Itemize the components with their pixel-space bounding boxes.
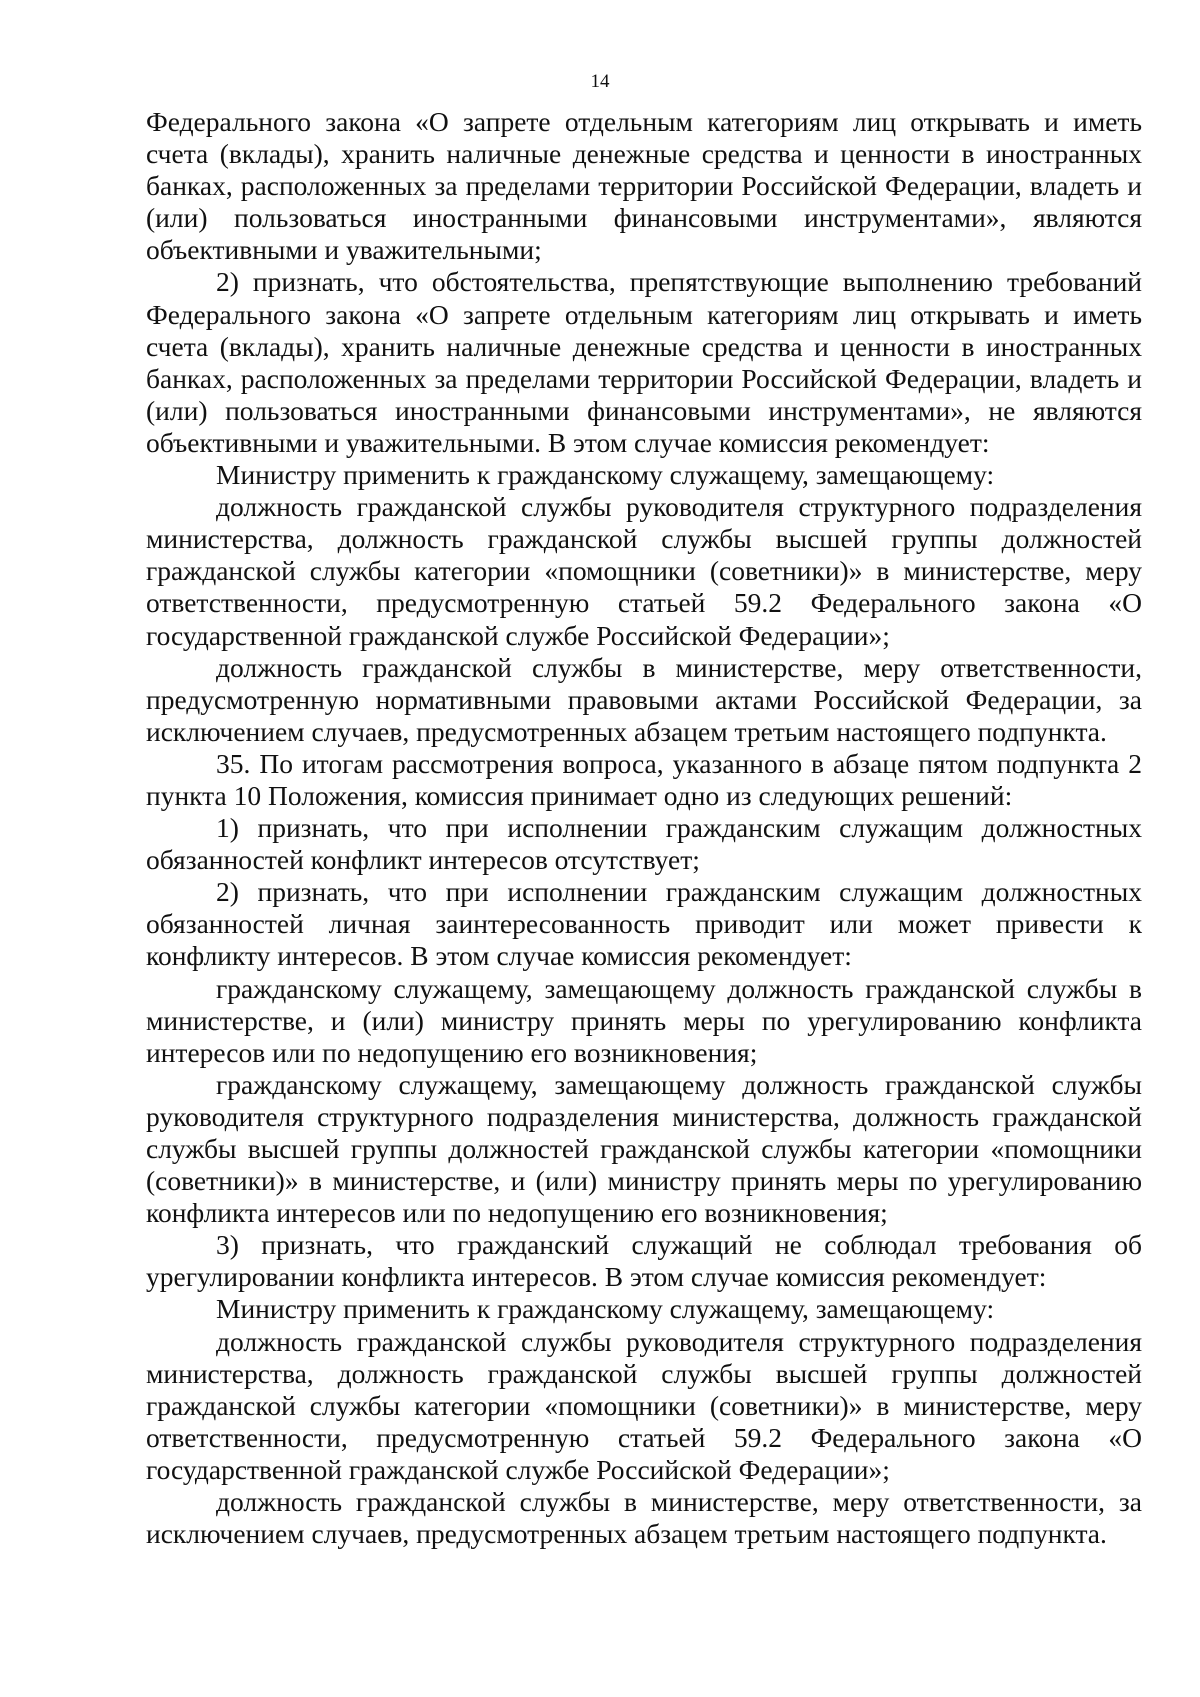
paragraph-position-ministry: должность гражданской службы в министерстве, меру ответственности, предусмотренную нормативными правовыми актами Российской Федерации, за исключением случаев, предусмотренных абзацем третьим настоящего подпункта. [146, 651, 1142, 747]
page-number: 14 [590, 71, 610, 92]
paragraph-position-head-department-2: должность гражданской службы руководителя структурного подразделения министерства, должность гражданской службы высшей группы должностей гражданской службы категории «помощники (советники)» в министерстве, меру ответственности, предусмотренную статьей 59.2 Федерального закона «О государственной гражданской службе Российской Федерации»; [146, 1325, 1142, 1485]
paragraph-minister-apply-2: Министру применить к гражданскому служащему, замещающему: [216, 1293, 995, 1325]
paragraph-section-35: 35. По итогам рассмотрения вопроса, указанного в абзаце пятом подпункта 2 пункта 10 Положения, комиссия принимает одно из следующих решений: [146, 747, 1142, 811]
paragraph-position-head-department: должность гражданской службы руководителя структурного подразделения министерства, должность гражданской службы высшей группы должностей гражданской службы категории «помощники (советники)» в министерстве, меру ответственности, предусмотренную статьей 59.2 Федерального закона «О государственной гражданской службе Российской Федерации»; [146, 491, 1142, 651]
paragraph-measures-ministry: гражданскому служащему, замещающему должность гражданской службы в министерстве, и (или) министру принять меры по урегулированию конфликта интересов или по недопущению его возникновения; [146, 972, 1142, 1068]
paragraph-minister-apply: Министру применить к гражданскому служащему, замещающему: [216, 459, 995, 491]
paragraph-position-ministry-2: должность гражданской службы в министерстве, меру ответственности, за исключением случаев, предусмотренных абзацем третьим настоящего подпункта. [146, 1486, 1142, 1550]
paragraph-item-2-conflict: 2) признать, что при исполнении гражданским служащим должностных обязанностей личная заинтересованность приводит или может привести к конфликту интересов. В этом случае комиссия рекомендует: [146, 876, 1142, 972]
document-body [146, 106, 1142, 1550]
paragraph-item-3-not-complied: 3) признать, что гражданский служащий не соблюдал требования об урегулировании конфликта интересов. В этом случае комиссия рекомендует: [146, 1229, 1142, 1293]
paragraph-continuation-federal-law: Федерального закона «О запрете отдельным категориям лиц открывать и иметь счета (вклады), хранить наличные денежные средства и ценности в иностранных банках, расположенных за пределами территории Российской Федерации, владеть и (или) пользоваться иностранными финансовыми инструментами», являются объективными и уважительными; [146, 106, 1142, 266]
paragraph-measures-head-department: гражданскому служащему, замещающему должность гражданской службы руководителя структурного подразделения министерства, должность гражданской службы высшей группы должностей гражданской службы категории «помощники (советники)» в министерстве, и (или) министру принять меры по урегулированию конфликта интересов или по недопущению его возникновения; [146, 1068, 1142, 1229]
paragraph-item-2-not-objective: 2) признать, что обстоятельства, препятствующие выполнению требований Федерального закона «О запрете отдельным категориям лиц открывать и иметь счета (вклады), хранить наличные денежные средства и ценности в иностранных банках, расположенных за пределами территории Российской Федерации, владеть и (или) пользоваться иностранными финансовыми инструментами», не являются объективными и уважительными. В этом случае комиссия рекомендует: [146, 266, 1142, 458]
paragraph-item-1-no-conflict: 1) признать, что при исполнении гражданским служащим должностных обязанностей конфликт интересов отсутствует; [146, 812, 1142, 876]
